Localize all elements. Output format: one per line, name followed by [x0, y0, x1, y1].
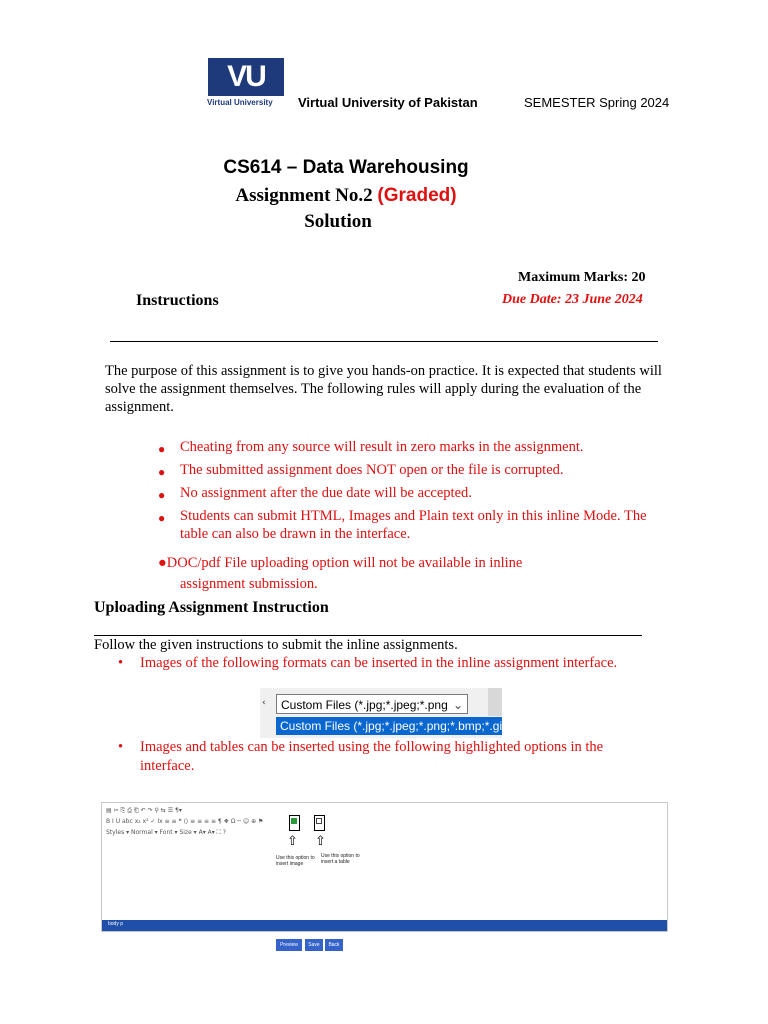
bullet-icon: ●: [158, 442, 166, 456]
list-item: [118, 738, 660, 776]
list-item: [158, 438, 658, 456]
rule-text: No assignment after the due date will be accepted.: [180, 485, 472, 501]
highlight-box: [289, 815, 300, 831]
university-name: Virtual University of Pakistan: [298, 95, 478, 110]
editor-toolbar-row: ▤ ✂ ⎘ ⎙ ⎗ ↶ ↷ ⚲ ⇆ ☰ ¶▾: [106, 807, 182, 814]
chevron-down-icon: ⌄: [452, 698, 463, 712]
rules-list: [158, 438, 658, 548]
file-type-selected: Custom Files (*.jpg;*.jpeg;*.png: [281, 698, 448, 712]
due-date: Due Date: 23 June 2024: [502, 292, 643, 307]
preview-button[interactable]: Preview: [276, 939, 302, 951]
rule-text: DOC/pdf File uploading option will not be available in inline: [166, 555, 523, 571]
save-button[interactable]: Save: [305, 939, 323, 951]
assignment-label: Assignment No.2: [235, 185, 373, 206]
list-item: [158, 507, 658, 543]
divider: [94, 635, 642, 636]
table-option-note: Use this option to insert a table: [321, 853, 360, 865]
highlight-box: [314, 815, 325, 831]
assignment-title: [0, 185, 692, 207]
list-item: [158, 484, 658, 502]
vu-logo-subtext: Virtual University: [207, 98, 273, 107]
solution-title: Solution: [304, 211, 372, 232]
up-arrow-icon: ⇧: [315, 834, 326, 849]
item-text: Images of the following formats can be inserted in the inline assignment interface.: [140, 655, 618, 671]
list-item: [158, 461, 658, 479]
max-marks: Maximum Marks: 20: [518, 270, 646, 285]
vu-logo: VU: [208, 58, 284, 96]
bullet-icon: ●: [158, 511, 166, 525]
instructions-heading: Instructions: [136, 292, 219, 309]
rule-text: The submitted assignment does NOT open or the file is corrupted.: [180, 462, 564, 478]
editor-toolbar-row: Styles ▾ Normal ▾ Font ▾ Size ▾ A▾ A▾ ⛶ ?: [106, 829, 226, 836]
rule-doc-pdf: [158, 553, 658, 595]
editor-toolbar-row: B I U abc x₂ x² ✓ Ix ≡ ≡ ❝ ⟨⟩ ≡ ≡ ≡ ≡ ¶ ❖ Ω ─ ☺ ⊕ ⚑: [106, 818, 264, 825]
rule-text: Students can submit HTML, Images and Plain text only in this inline Mode. The table can also be drawn in the interface.: [180, 508, 647, 542]
bullet-icon: •: [118, 739, 124, 755]
divider: [110, 341, 658, 342]
semester-label: SEMESTER Spring 2024: [524, 95, 670, 110]
rule-text-continued: assignment submission.: [180, 576, 318, 592]
statusbar-path: body p: [108, 921, 124, 927]
follow-text: Follow the given instructions to submit the inline assignments.: [94, 637, 458, 653]
bullet-icon: ●: [158, 488, 166, 502]
bullet-icon: ●: [158, 465, 166, 479]
upload-heading: Uploading Assignment Instruction: [94, 599, 329, 616]
course-title: CS614 – Data Warehousing: [223, 157, 469, 178]
chevron-left-icon: ‹: [262, 698, 266, 708]
item-text: Images and tables can be inserted using the following highlighted options in the interface.: [140, 739, 604, 774]
up-arrow-icon: ⇧: [287, 834, 298, 849]
bullet-icon: •: [118, 655, 124, 671]
editor-statusbar: [102, 920, 667, 931]
intro-paragraph: The purpose of this assignment is to give you hands-on practice. It is expected that students will solve the assignment themselves. The following rules will apply during the evaluation of the assignment.: [105, 363, 662, 415]
graded-label: (Graded): [377, 185, 457, 206]
rule-text: Cheating from any source will result in zero marks in the assignment.: [180, 439, 584, 455]
file-type-select[interactable]: [276, 694, 468, 714]
dialog-edge: [488, 688, 502, 716]
list-item: [118, 654, 660, 673]
back-button[interactable]: Back: [325, 939, 343, 951]
bullet-icon: ●: [158, 555, 167, 571]
image-option-note: Use this option to insert image: [276, 855, 315, 867]
file-type-option[interactable]: Custom Files (*.jpg;*.jpeg;*.png;*.bmp;*.gif): [276, 717, 502, 735]
